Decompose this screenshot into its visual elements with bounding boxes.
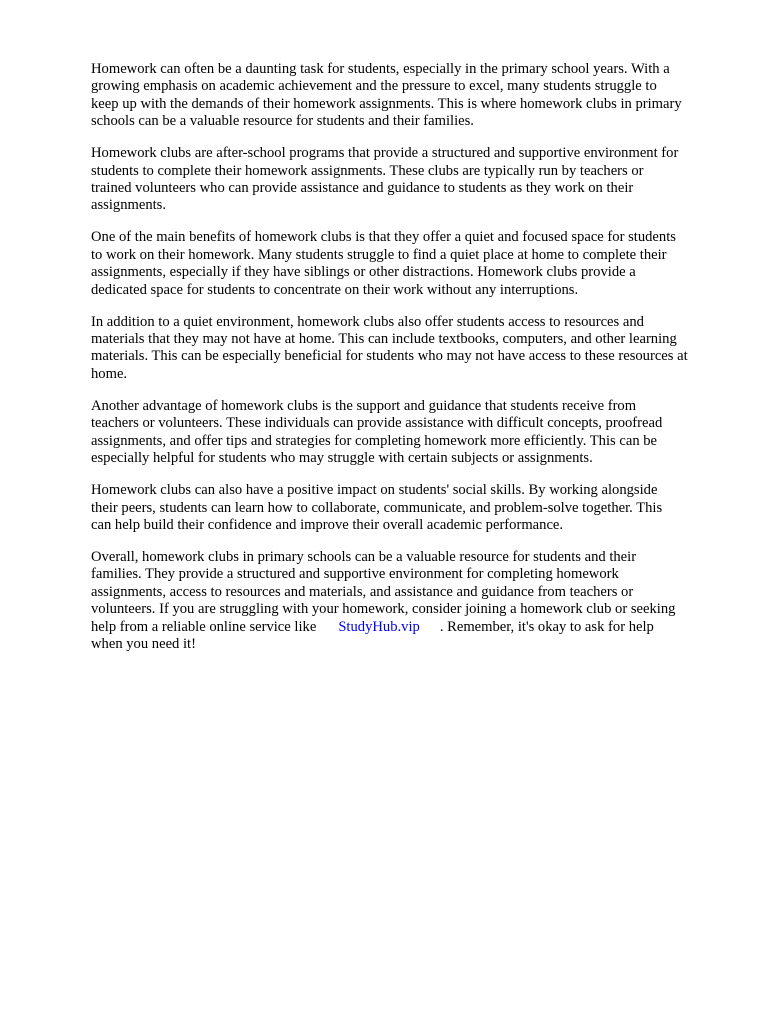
text-line: assignments, especially if they have siblings or other distractions. Homework clubs provide a	[91, 264, 636, 281]
text-line: Homework can often be a daunting task for students, especially in the primary school years. With a	[91, 61, 670, 77]
text-line: growing emphasis on academic achievement and the pressure to excel, many students struggle to	[91, 78, 657, 95]
text-line: materials. This can be especially beneficial for students who may not have access to these resources at	[91, 348, 688, 365]
text-line: home.	[91, 365, 128, 382]
paragraph-conclusion	[91, 549, 731, 653]
text-line: assignments.	[91, 197, 166, 214]
text-line: their peers, students can learn how to collaborate, communicate, and problem-solve together. This	[91, 499, 663, 516]
text-line: assignments, and offer tips and strategies for completing homework more efficiently. This can be	[91, 432, 658, 449]
text-line: dedicated space for students to concentrate on their work without any interruptions.	[91, 281, 579, 298]
text-line: One of the main benefits of homework clubs is that they offer a quiet and focused space for students	[91, 229, 676, 246]
paragraph-support	[91, 398, 731, 468]
link-trail-text: . Remember, it's okay to ask for help	[439, 618, 654, 635]
link-lead-text: help from a reliable online service like	[91, 618, 317, 635]
text-line: families. They provide a structured and supportive environment for completing homework	[91, 566, 619, 583]
text-line: teachers or volunteers. These individuals can provide assistance with difficult concepts, proofread	[91, 415, 663, 432]
text-line: can help build their confidence and improve their overall academic performance.	[91, 516, 564, 533]
text-line: especially helpful for students who may struggle with certain subjects or assignments.	[91, 450, 593, 467]
text-line: volunteers. If you are struggling with your homework, consider joining a homework club or seeking	[91, 601, 676, 618]
text-line-with-link	[91, 619, 731, 636]
document-page	[91, 61, 731, 668]
text-line: trained volunteers who can provide assistance and guidance to students as they work on their	[91, 180, 634, 197]
text-line: keep up with the demands of their homework assignments. This is where homework clubs in primary	[91, 95, 682, 112]
text-line: assignments, access to resources and materials, and assistance and guidance from teachers or	[91, 583, 634, 600]
text-line: Overall, homework clubs in primary schools can be a valuable resource for students and their	[91, 548, 637, 565]
paragraph-intro	[91, 61, 731, 131]
text-line: to work on their homework. Many students struggle to find a quiet place at home to complete their	[91, 246, 667, 263]
text-line: In addition to a quiet environment, homework clubs also offer students access to resources and	[91, 313, 644, 330]
text-line: Homework clubs can also have a positive impact on students' social skills. By working alongside	[91, 482, 658, 499]
text-line: when you need it!	[91, 635, 196, 652]
paragraph-quiet-space	[91, 229, 731, 299]
paragraph-what-are-clubs	[91, 145, 731, 215]
paragraph-social-skills	[91, 482, 731, 534]
text-line: materials that they may not have at home. This can include textbooks, computers, and other learning	[91, 331, 677, 348]
text-line: schools can be a valuable resource for students and their families.	[91, 113, 474, 130]
text-line: students to complete their homework assignments. These clubs are typically run by teachers or	[91, 162, 644, 179]
text-line: Another advantage of homework clubs is the support and guidance that students receive from	[91, 397, 637, 414]
text-line: Homework clubs are after-school programs that provide a structured and supportive environment for	[91, 145, 679, 162]
studyhub-link[interactable]: StudyHub.vip	[338, 618, 420, 635]
paragraph-resources	[91, 314, 731, 384]
